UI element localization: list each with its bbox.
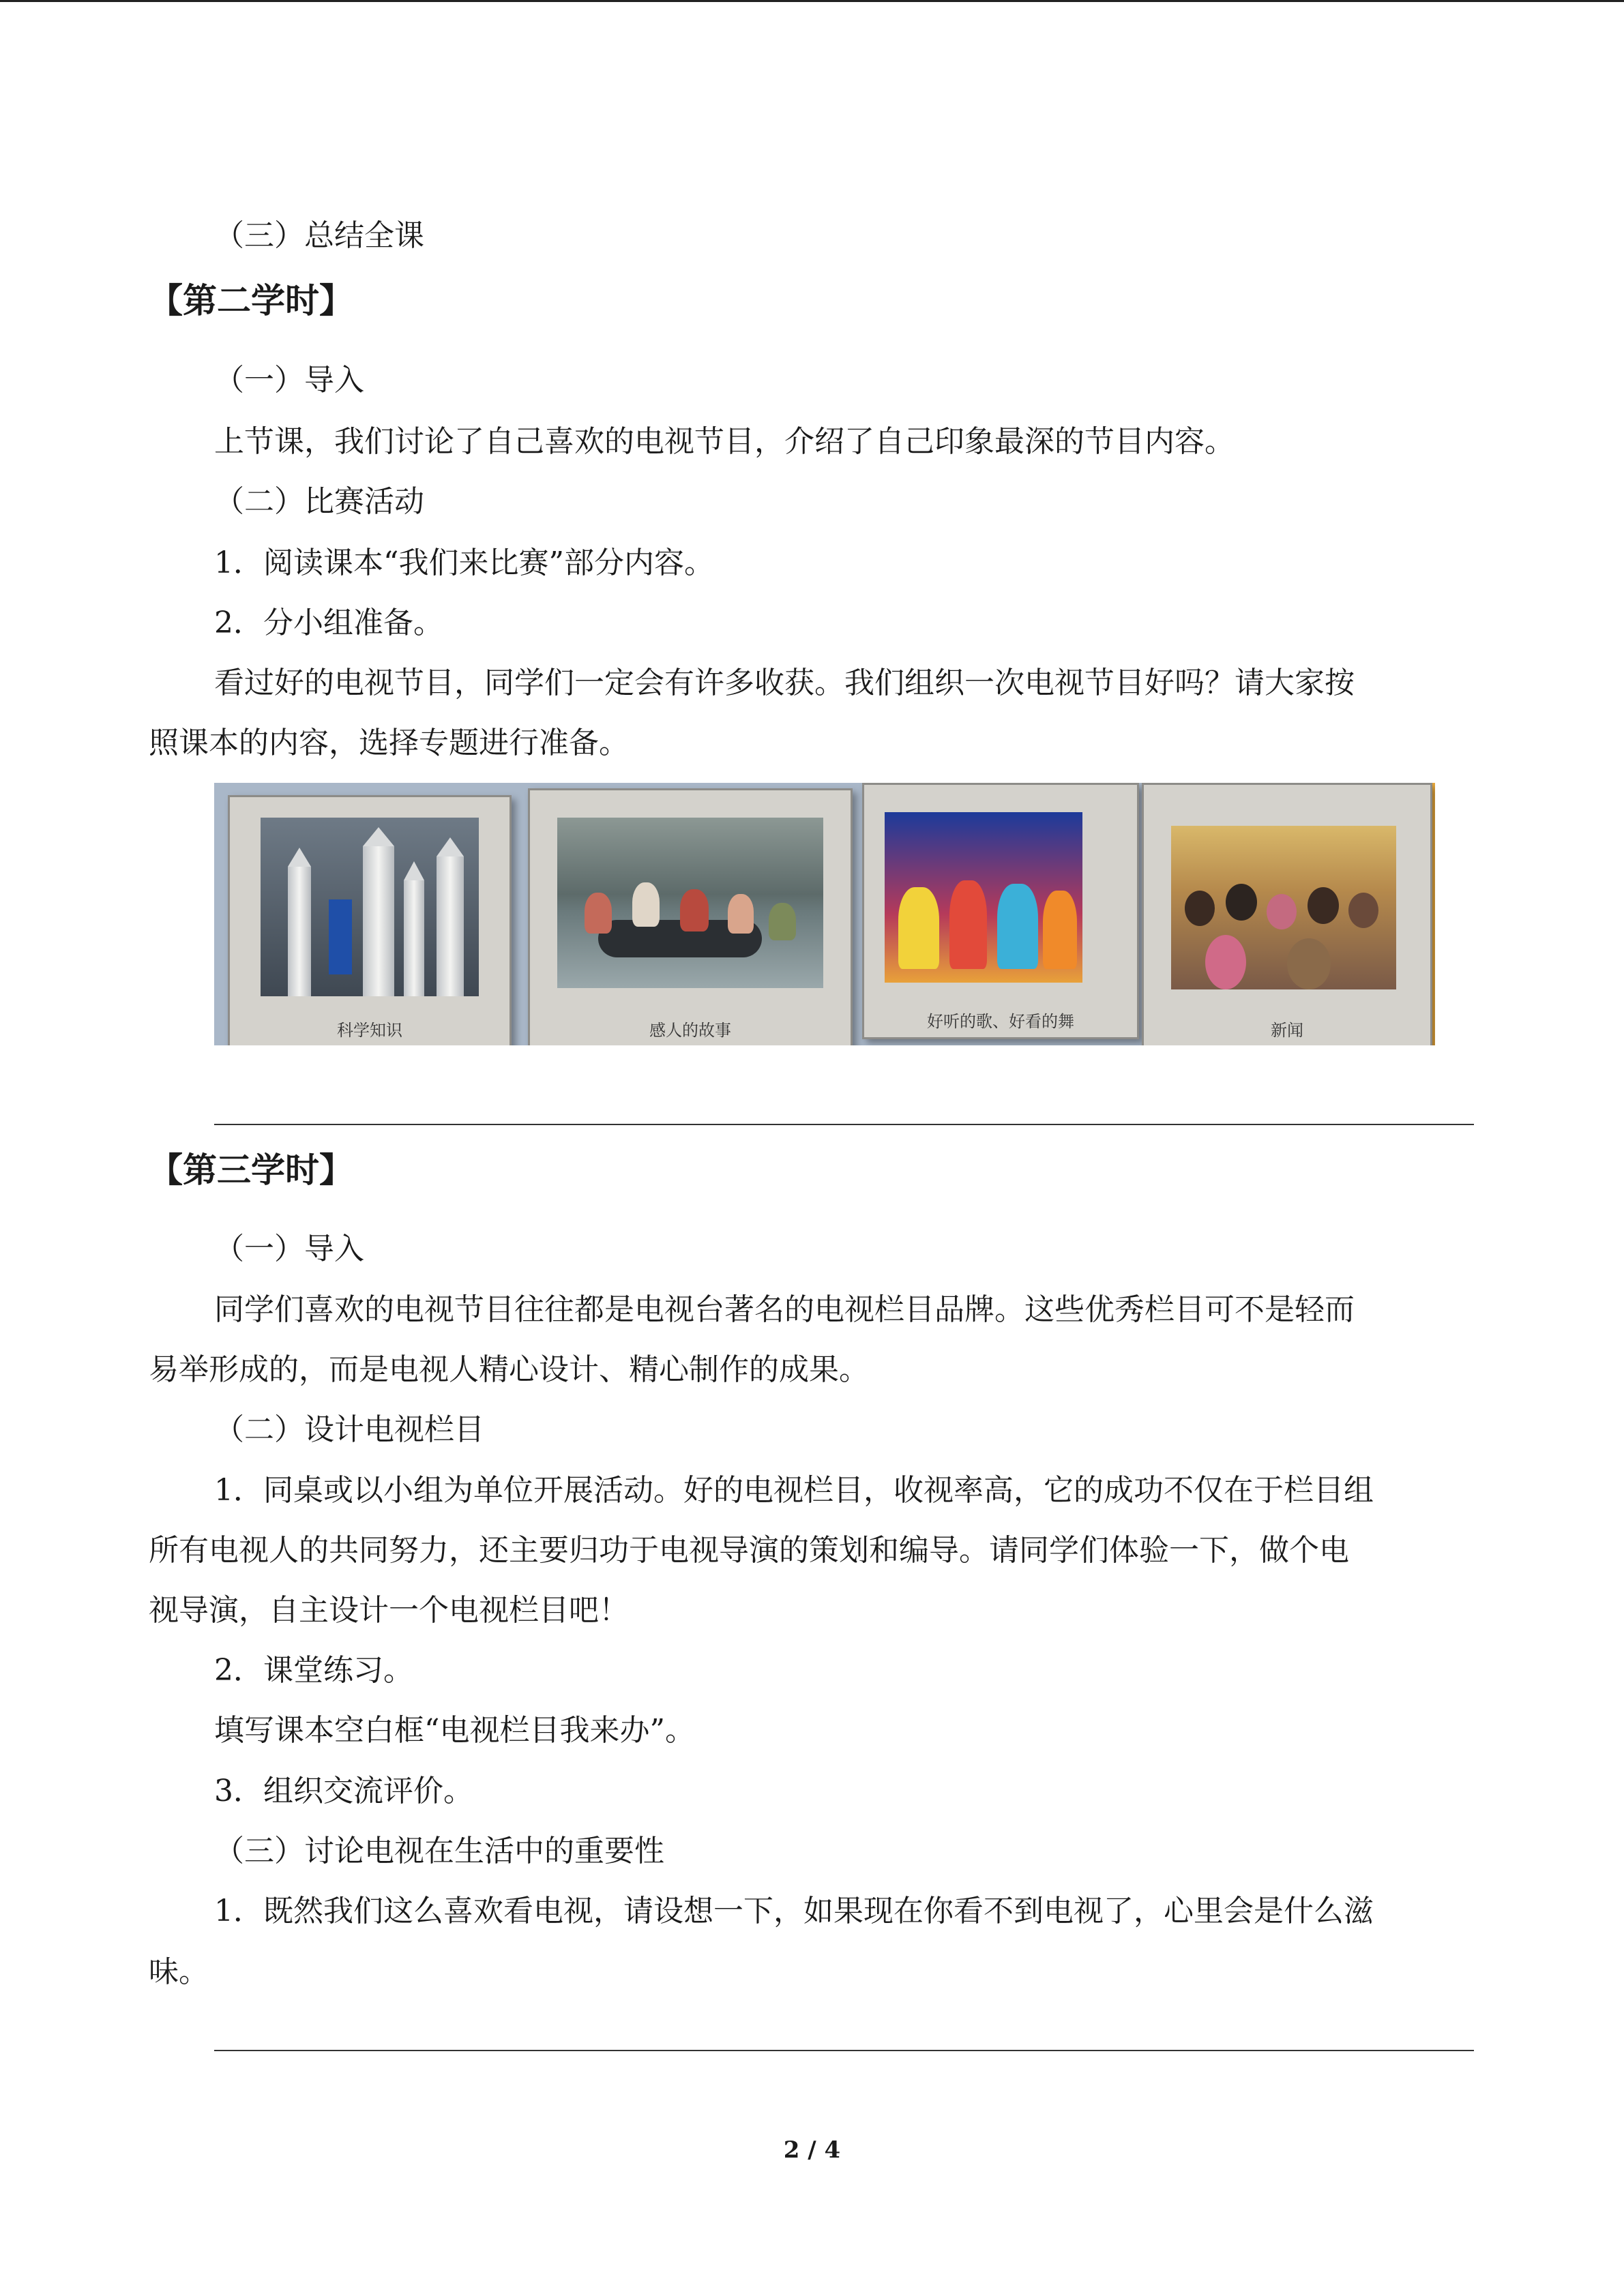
lesson3-step2-text: 填写课本空白框“电视栏目我来办”。 — [214, 1713, 695, 1748]
lesson2-paragraph-line2: 照课本的内容，选择专题进行准备。 — [149, 726, 629, 760]
flood-rescue-image — [557, 818, 823, 988]
stage-performance-image — [885, 812, 1082, 983]
lesson3-step2: 2．课堂练习。 — [214, 1653, 413, 1688]
lesson3-heading: 【第三学时】 — [149, 1150, 353, 1190]
page-number: 2 / 4 — [783, 2136, 841, 2164]
lesson2-step1: 1．阅读课本“我们来比赛”部分内容。 — [214, 546, 714, 580]
caption-touching-story: 感人的故事 — [649, 1021, 731, 1040]
lesson3-step1-line1: 1．同桌或以小组为单位开展活动。好的电视栏目，收视率高，它的成功不仅在于栏目组 — [214, 1473, 1374, 1508]
lesson2-heading: 【第二学时】 — [149, 280, 353, 320]
caption-science: 科学知识 — [337, 1021, 402, 1040]
section-divider-1 — [214, 1124, 1474, 1125]
lesson2-step2: 2．分小组准备。 — [214, 606, 443, 640]
lesson3-intro-line1: 同学们喜欢的电视节目往往都是电视台著名的电视栏目品牌。这些优秀栏目可不是轻而 — [214, 1292, 1355, 1327]
tv-touching-story — [528, 788, 853, 1045]
lesson3-intro-line2: 易举形成的，而是电视人精心设计、精心制作的成果。 — [149, 1352, 869, 1387]
tv-songs-dances — [862, 783, 1139, 1039]
lesson2-intro-title: （一）导入 — [214, 363, 364, 398]
lesson3-intro-title: （一）导入 — [214, 1232, 364, 1266]
lesson3-discuss-line1: 1．既然我们这么喜欢看电视，请设想一下，如果现在你看不到电视了，心里会是什么滋 — [214, 1894, 1374, 1928]
lesson3-discuss-line2: 味。 — [149, 1954, 209, 1989]
science-rockets-image — [261, 818, 479, 996]
tv-news — [1142, 783, 1432, 1045]
caption-songs-dances: 好听的歌、好看的舞 — [927, 1012, 1074, 1031]
news-crowd-image — [1171, 826, 1396, 989]
lesson2-paragraph-line1: 看过好的电视节目，同学们一定会有许多收获。我们组织一次电视节目好吗？请大家按 — [214, 666, 1355, 700]
lesson2-intro-text: 上节课，我们讨论了自己喜欢的电视节目，介绍了自己印象最深的节目内容。 — [214, 424, 1235, 459]
lesson3-step1-line3: 视导演，自主设计一个电视栏目吧！ — [149, 1593, 629, 1628]
tv-program-photo-strip — [214, 783, 1435, 1045]
tv-science — [228, 795, 512, 1045]
lesson3-design-title: （二）设计电视栏目 — [214, 1412, 484, 1447]
section-summary-title: （三）总结全课 — [214, 218, 424, 253]
caption-news: 新闻 — [1271, 1021, 1303, 1040]
top-border — [0, 0, 1624, 2]
lesson3-step3: 3．组织交流评价。 — [214, 1774, 473, 1808]
lesson3-discuss-title: （三）讨论电视在生活中的重要性 — [214, 1834, 664, 1868]
section-divider-2 — [214, 2050, 1474, 2051]
lesson3-step1-line2: 所有电视人的共同努力，还主要归功于电视导演的策划和编导。请同学们体验一下，做个电 — [149, 1533, 1349, 1568]
lesson2-activity-title: （二）比赛活动 — [214, 484, 424, 519]
